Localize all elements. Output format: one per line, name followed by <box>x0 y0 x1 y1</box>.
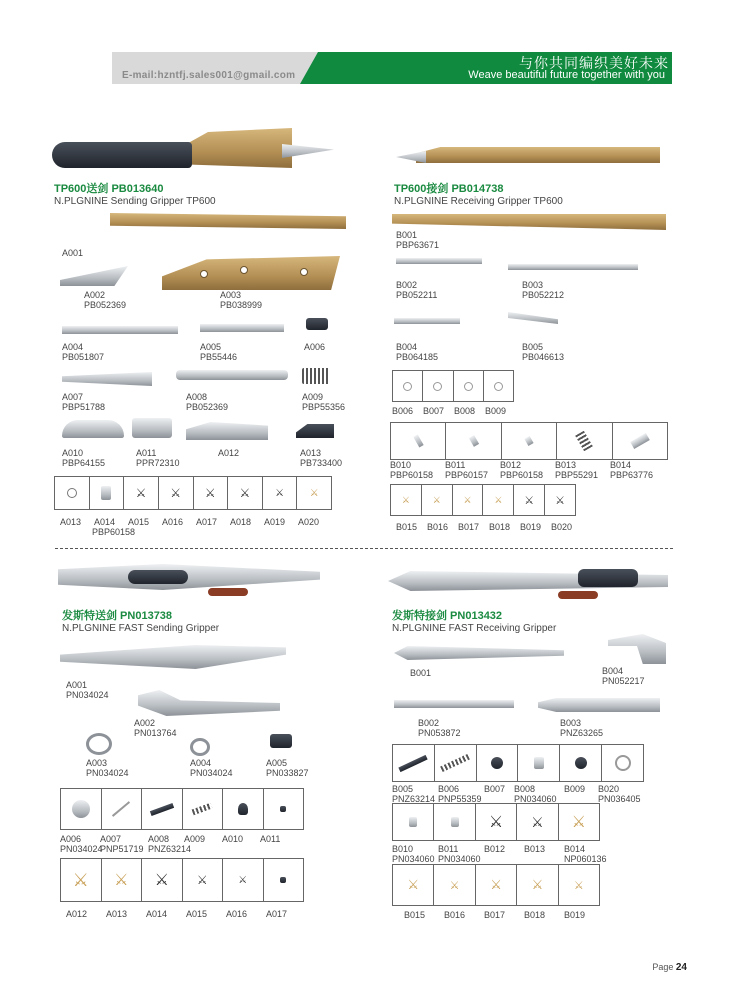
tp600-receiving-subtitle: N.PLGNINE Receiving Gripper TP600 <box>394 196 563 207</box>
part-b001-image <box>394 646 564 660</box>
parts-grid-fast-receiving-1 <box>392 744 644 782</box>
part-label: A010 <box>62 448 84 458</box>
screw-icon: ⚔ <box>463 494 472 505</box>
grid-label: A019 <box>264 517 286 527</box>
part-code: PN034024 <box>86 768 129 778</box>
part-b002-image <box>394 700 514 708</box>
washer-icon <box>464 382 473 391</box>
tp600-sending-subtitle: N.PLGNINE Sending Gripper TP600 <box>54 196 216 207</box>
grid-label: A014 <box>146 909 168 919</box>
grid-label: A008 <box>148 834 170 844</box>
page-number <box>652 962 687 973</box>
nut-icon <box>280 877 286 883</box>
grid-code: PNP55359 <box>438 794 482 804</box>
grid-cell <box>453 485 484 515</box>
grid-labels-fast-sending-1 <box>60 834 298 854</box>
cap-icon <box>575 757 587 769</box>
part-code: PB052211 <box>396 290 438 300</box>
screw-icon: ⚔ <box>432 494 441 505</box>
grid-label: B019 <box>520 522 542 532</box>
tp600-receiving-gripper-image <box>396 145 660 167</box>
grid-code: PBP60158 <box>92 527 136 537</box>
grid-cell <box>61 859 102 901</box>
grid-labels-fast-receiving-2 <box>392 844 614 864</box>
part-code: PB052369 <box>84 300 127 310</box>
grid-cell <box>194 477 229 509</box>
part-a006-image <box>306 318 328 330</box>
tp600-receiving-title: TP600接剑 PB014738 <box>394 183 504 195</box>
part-label: B003 <box>522 280 544 290</box>
grid-cell <box>297 477 331 509</box>
hook-icon <box>615 755 631 771</box>
part-code: PN033827 <box>266 768 309 778</box>
screw-icon: ⚔ <box>239 486 251 500</box>
part-label: B001 <box>396 230 418 240</box>
part-label: B001 <box>410 668 432 678</box>
washer-icon <box>494 382 503 391</box>
part-label: A008 <box>186 392 208 402</box>
grid-label: A015 <box>128 517 150 527</box>
part-label: B004 <box>396 342 418 352</box>
fast-sending-gripper-image <box>58 558 320 598</box>
grid-cell <box>264 859 304 901</box>
bushing-icon <box>534 757 544 769</box>
grid-label: A017 <box>196 517 218 527</box>
grid-cell <box>263 477 298 509</box>
cap-icon <box>491 757 503 769</box>
fast-receiving-title: 发斯特接剑 PN013432 <box>392 610 503 622</box>
grid-cell <box>228 477 263 509</box>
spring-icon <box>576 431 594 452</box>
screw-icon: ⚔ <box>204 486 216 500</box>
part-a001-image <box>110 213 346 229</box>
ring-icon <box>86 733 112 755</box>
fast-receiving-subtitle: N.PLGNINE FAST Receiving Gripper <box>392 623 557 634</box>
grid-cell <box>559 804 599 840</box>
grid-labels-fast-receiving-3 <box>404 910 604 920</box>
grid-cell <box>124 477 159 509</box>
grid-labels-fast-receiving-1 <box>392 784 644 804</box>
fast-sending-title: 发斯特送剑 PN013738 <box>62 610 173 622</box>
tp600-sending-gripper-image <box>52 128 334 174</box>
part-label: A003 <box>86 758 108 768</box>
grid-cell <box>502 423 557 459</box>
part-code: PN034024 <box>190 768 233 778</box>
part-code: PPR72310 <box>136 458 180 468</box>
part-label: A001 <box>62 248 84 258</box>
grid-label: B013 <box>555 460 577 470</box>
grid-cell <box>183 789 224 829</box>
contact-email[interactable]: E-mail:hzntfj.sales001@gmail.com <box>122 70 296 81</box>
slogan-chinese: 与你共同编织美好未来 <box>519 56 669 72</box>
grid-label: A011 <box>260 834 281 844</box>
grid-cell <box>61 789 102 829</box>
screw-icon: ⚔ <box>555 494 565 507</box>
grid-label: B006 <box>392 406 414 416</box>
part-a012-image <box>186 422 268 440</box>
part-b002-image <box>396 258 482 264</box>
grid-labels-tp600-receiving-1 <box>392 406 516 416</box>
part-label: A006 <box>304 342 326 352</box>
grid-cell <box>557 423 612 459</box>
rod-icon <box>150 803 174 816</box>
part-code: PBP64155 <box>62 458 106 468</box>
grid-cell <box>613 423 667 459</box>
part-a008-image <box>176 370 288 380</box>
screw-icon: ⚔ <box>524 494 535 507</box>
part-b005-image <box>508 312 558 324</box>
grid-label: B019 <box>564 910 586 920</box>
screw-icon: ⚔ <box>531 813 544 830</box>
part-code: PN034024 <box>66 690 109 700</box>
screw-icon: ⚔ <box>407 877 420 892</box>
part-code: PB052212 <box>522 290 565 300</box>
grid-cell <box>514 485 545 515</box>
grid-cell <box>454 371 484 401</box>
part-code: PB052369 <box>186 402 229 412</box>
part-a002-image <box>138 690 280 716</box>
part-label: B002 <box>396 280 418 290</box>
part-code: PN052217 <box>602 676 645 686</box>
grid-cell <box>393 745 435 781</box>
part-code: PN013764 <box>134 728 177 738</box>
part-a010-image <box>62 420 124 438</box>
part-a003-image <box>162 256 340 290</box>
grid-label: B020 <box>551 522 573 532</box>
grid-label: B016 <box>427 522 449 532</box>
part-label: B004 <box>602 666 624 676</box>
grid-label: B012 <box>500 460 522 470</box>
part-label: B005 <box>522 342 544 352</box>
grid-cell <box>422 485 453 515</box>
nut-icon <box>280 806 286 812</box>
parts-grid-fast-receiving-2 <box>392 803 600 841</box>
screw-icon: ⚔ <box>196 873 208 887</box>
grid-cell <box>264 789 304 829</box>
spring-icon <box>440 754 470 772</box>
part-a005-image <box>270 734 292 748</box>
grid-label: B012 <box>484 844 506 854</box>
grid-label: A013 <box>60 517 82 527</box>
grid-label: B010 <box>390 460 412 470</box>
grid-label: B018 <box>524 910 546 920</box>
parts-grid-tp600-receiving-3 <box>390 484 576 516</box>
screw-icon: ⚔ <box>573 879 584 892</box>
part-label: A013 <box>300 448 322 458</box>
grid-label: B009 <box>564 784 586 794</box>
part-label: A003 <box>220 290 242 300</box>
grid-label: A016 <box>226 909 248 919</box>
parts-grid-fast-sending-2 <box>60 858 304 902</box>
part-label: A007 <box>62 392 84 402</box>
grid-cell <box>602 745 643 781</box>
grid-code: PN034024 <box>60 844 103 854</box>
pin-icon <box>469 435 479 447</box>
part-code: PB051807 <box>62 352 105 362</box>
grid-label: B015 <box>404 910 426 920</box>
grid-code: PBP60158 <box>390 470 434 480</box>
screw-icon: ⚔ <box>490 877 502 892</box>
spring-icon <box>192 803 213 815</box>
grid-label: A007 <box>100 834 122 844</box>
grid-cell <box>435 745 477 781</box>
part-code: PN053872 <box>418 728 461 738</box>
grid-cell <box>55 477 90 509</box>
grid-cell <box>393 865 434 905</box>
ring-icon <box>67 488 77 498</box>
screw-icon: ⚔ <box>275 487 285 499</box>
screw-icon: ⚔ <box>531 877 544 892</box>
part-a013-image <box>296 424 334 438</box>
part-b001-image <box>392 214 666 230</box>
grid-label: B006 <box>438 784 460 794</box>
part-label: B002 <box>418 718 440 728</box>
part-a002-image <box>60 266 128 286</box>
grid-label: B007 <box>423 406 445 416</box>
parts-grid-fast-sending-1 <box>60 788 304 830</box>
grid-label: B020 <box>598 784 620 794</box>
grid-label: A015 <box>186 909 208 919</box>
part-b003-image <box>538 698 660 712</box>
part-label: A011 <box>136 448 157 458</box>
grid-label: B015 <box>396 522 418 532</box>
grid-cell <box>142 859 183 901</box>
screw-icon: ⚔ <box>309 487 319 499</box>
part-label: A005 <box>200 342 222 352</box>
part-b004-image <box>608 634 666 664</box>
grid-label: A012 <box>66 909 88 919</box>
grid-code: PNP51719 <box>100 844 144 854</box>
part-code: PB046613 <box>522 352 565 362</box>
screw-icon: ⚔ <box>170 486 182 500</box>
page-num: 24 <box>675 962 687 973</box>
screw-icon: ⚔ <box>135 486 147 500</box>
grid-label: B005 <box>392 784 414 794</box>
grid-labels-tp600-receiving-2 <box>390 460 665 480</box>
part-code: PB038999 <box>220 300 263 310</box>
part-label: A002 <box>134 718 156 728</box>
part-code: PBP55356 <box>302 402 346 412</box>
grid-label: B008 <box>514 784 536 794</box>
grid-code: PNZ63214 <box>148 844 192 854</box>
slogan-english: Weave beautiful future together with you <box>468 69 665 81</box>
grid-label: B011 <box>445 460 466 470</box>
grid-label: A006 <box>60 834 82 844</box>
grid-label: A016 <box>162 517 184 527</box>
part-code: PB55446 <box>200 352 238 362</box>
bushing-icon <box>451 817 459 827</box>
grid-cell <box>517 865 558 905</box>
grid-cell <box>223 859 264 901</box>
grid-label: A018 <box>230 517 252 527</box>
grid-cell <box>90 477 125 509</box>
clip-icon <box>630 433 650 449</box>
grid-cell <box>517 804 558 840</box>
grid-labels-tp600-receiving-3 <box>396 522 582 532</box>
grid-cell <box>159 477 194 509</box>
grid-label: B008 <box>454 406 476 416</box>
part-label: A004 <box>62 342 84 352</box>
grid-cell <box>102 789 143 829</box>
part-b004-image <box>394 318 460 324</box>
grid-cell <box>102 859 143 901</box>
part-label: A002 <box>84 290 106 300</box>
part-a004-image <box>62 326 178 334</box>
washer-icon <box>433 382 442 391</box>
grid-code: PN034060 <box>514 794 557 804</box>
grid-label: B013 <box>524 844 546 854</box>
parts-grid-tp600-receiving-2 <box>390 422 668 460</box>
screw-icon: ⚔ <box>238 874 248 886</box>
grid-code: PN036405 <box>598 794 641 804</box>
grid-label: B009 <box>485 406 507 416</box>
fast-receiving-gripper-image <box>388 565 668 603</box>
spring-icon <box>302 368 330 384</box>
part-a011-image <box>132 418 172 438</box>
grid-cell <box>434 804 475 840</box>
grid-cell <box>483 485 514 515</box>
part-a001-image <box>60 645 286 669</box>
part-label: A012 <box>218 448 240 458</box>
grid-cell <box>477 745 519 781</box>
grid-code: PNZ63214 <box>392 794 436 804</box>
grid-label: A010 <box>222 834 244 844</box>
part-b003-image <box>508 264 638 270</box>
grid-code: PN034060 <box>438 854 481 864</box>
part-code: PBP63671 <box>396 240 440 250</box>
grid-code: PN034060 <box>392 854 435 864</box>
grid-cell <box>545 485 575 515</box>
part-code: PB064185 <box>396 352 439 362</box>
grid-code: PBP60157 <box>445 470 489 480</box>
grid-label: A014 <box>94 517 116 527</box>
washer-icon <box>403 382 412 391</box>
screw-icon: ⚔ <box>488 814 504 831</box>
grid-label: A017 <box>266 909 288 919</box>
part-label: A004 <box>190 758 212 768</box>
grid-label: B010 <box>392 844 414 854</box>
part-code: PBP51788 <box>62 402 106 412</box>
part-label: B003 <box>560 718 582 728</box>
fast-sending-subtitle: N.PLGNINE FAST Sending Gripper <box>62 623 220 634</box>
screw-icon: ⚔ <box>154 872 169 889</box>
grid-cell <box>560 745 602 781</box>
grid-cell <box>391 423 446 459</box>
grid-cell <box>476 865 517 905</box>
grid-label: B018 <box>489 522 511 532</box>
grid-code: NP060136 <box>564 854 607 864</box>
grid-cell <box>393 371 423 401</box>
needle-icon <box>112 801 130 817</box>
tp600-sending-title: TP600送剑 PB013640 <box>54 183 164 195</box>
part-a007-image <box>62 372 152 386</box>
ring-icon <box>190 738 210 756</box>
grid-cell <box>183 859 224 901</box>
part-code: PNZ63265 <box>560 728 604 738</box>
grid-cell <box>434 865 475 905</box>
grid-cell <box>476 804 517 840</box>
pin-icon <box>524 436 533 446</box>
grid-label: A020 <box>298 517 320 527</box>
washer-icon <box>72 800 90 818</box>
grid-label: A013 <box>106 909 128 919</box>
grid-cell <box>484 371 513 401</box>
screw-icon: ⚔ <box>449 879 460 892</box>
grid-cell <box>423 371 453 401</box>
part-code: PB733400 <box>300 458 343 468</box>
screw-icon: ⚔ <box>72 869 89 890</box>
nut-icon <box>409 817 417 827</box>
screw-icon: ⚔ <box>494 494 503 505</box>
part-label: A001 <box>66 680 88 690</box>
grid-label: B017 <box>484 910 506 920</box>
part-a005-image <box>200 324 284 332</box>
cap-icon <box>238 803 248 815</box>
parts-grid-tp600-receiving-1 <box>392 370 514 402</box>
pin-icon <box>413 435 423 448</box>
grid-cell <box>391 485 422 515</box>
grid-cell <box>142 789 183 829</box>
parts-grid-tp600-sending <box>54 476 332 510</box>
grid-cell <box>393 804 434 840</box>
grid-cell <box>223 789 264 829</box>
grid-cell <box>559 865 599 905</box>
bushing-icon <box>101 486 111 500</box>
parts-grid-fast-receiving-3 <box>392 864 600 906</box>
section-divider <box>55 548 673 549</box>
screw-icon: ⚔ <box>401 494 410 505</box>
grid-cell <box>518 745 560 781</box>
page-label: Page <box>652 962 674 972</box>
part-label: A009 <box>302 392 324 402</box>
grid-code: PBP55291 <box>555 470 599 480</box>
screw-icon: ⚔ <box>571 814 586 831</box>
grid-label: B007 <box>484 784 506 794</box>
grid-label: B016 <box>444 910 466 920</box>
grid-cell <box>446 423 501 459</box>
grid-labels-tp600-sending <box>60 517 332 527</box>
grid-labels-fast-sending-2 <box>66 909 306 919</box>
screw-icon: ⚔ <box>114 872 129 889</box>
grid-label: A009 <box>184 834 206 844</box>
grid-label: B011 <box>438 844 459 854</box>
grid-label: B014 <box>564 844 586 854</box>
grid-label: B017 <box>458 522 480 532</box>
part-label: A005 <box>266 758 288 768</box>
grid-code: PBP60158 <box>500 470 544 480</box>
grid-code: PBP63776 <box>610 470 654 480</box>
rod-icon <box>399 754 428 771</box>
grid-label: B014 <box>610 460 632 470</box>
